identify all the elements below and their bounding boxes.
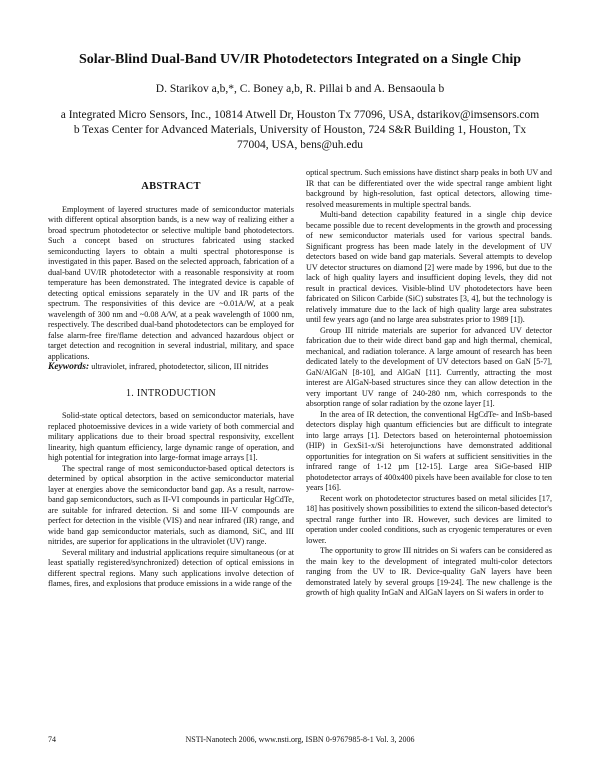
intro-paragraph: The spectral range of most semiconductor-based optical detectors is determined by optical absorption in the active semiconductor material layer at energies above the semiconductor band gap. As a result, narrow-band gap semiconductors, such as II-VI compounds in particular HgCdTe, are suitable for infrared detection. Si and some III-V compounds are perfect for detection in the visible (VIS) and near infrared (IR) range, and wide band gap semiconductor materials, such as diamond, SiC, and III nitrides, are superior for applications in the ultraviolet (UV) range. <box>48 463 294 546</box>
left-column <box>48 182 294 590</box>
author-list: D. Starikov a,b,*, C. Boney a,b, R. Pillai b and A. Bensaoula b <box>155 83 445 95</box>
body-paragraph: optical spectrum. Such emissions have distinct sharp peaks in both UV and IR that can be differentiated over the wide spectral range ambient light background by high-resolution, fast optical detectors, allowing time-resolved measurements in multiple spectral bands. <box>306 168 552 209</box>
intro-paragraph: Solid-state optical detectors, based on semiconductor materials, have replaced photoemissive devices in a wide variety of both commercial and military applications due to their broad spectral responsivity, excellent linearity, high quantum efficiency, large dynamic range of operation, and high potential for integration into large-format image arrays [1]. <box>48 411 294 462</box>
affiliation-b: b Texas Center for Advanced Materials, University of Houston, 724 S&R Building 1, Houston, Tx 77004, USA, bens@uh.edu <box>73 124 527 151</box>
intro-paragraph: Several military and industrial applications require simultaneous (or at least spatially registered/synchronized) detection of optical emissions in different spectral regions. Many such applications involve detection of flames, fires, and explosions that produce emissions in a wide range of the <box>48 547 294 588</box>
body-paragraph: The opportunity to grow III nitrides on Si wafers can be considered as the main key to the development of integrated multi-color detectors ranging from the UV to IR. Device-quality GaN layers have been demonstrated lately by several groups [19-24]. The new challenge is the growth of high quality InGaN and AlGaN layers on Si wafers in order to <box>306 546 552 597</box>
affiliations <box>60 108 540 153</box>
intro-heading: 1. INTRODUCTION <box>125 387 217 399</box>
publication-info: NSTI-Nanotech 2006, www.nsti.org, ISBN 0-9767985-8-1 Vol. 3, 2006 <box>185 735 415 744</box>
abstract-heading: ABSTRACT <box>141 181 201 192</box>
keywords <box>48 362 294 373</box>
abstract-text: Employment of layered structures made of semiconductor materials with different optical absorption bands, is a new way of realizing either a broad spectrum photodetector or selective multiple band photodetectors. Such a concept based on structures fabricated using stacked semiconducting layers to obtain a multi spectral photoresponse is investigated in this paper. Based on the selected approach, fabrication of a dual-band UV/IR photodetector with a reasonable responsivity at room temperature has been demonstrated. The integrated device is capable of detecting optical emissions separately in the UV and IR parts of the spectrum. The responsivities of this device are ~0.01A/W, at a peak wavelength of 300 nm and ~0.08 A/W, at a peak wavelength of 1000 nm, respectively. The described dual-band photodetectors can be employed for false alarm-free fire/flame detection and advanced hazardous object or target detection and recognition in several industrial, military, and space applications. <box>48 204 294 361</box>
body-paragraph: Recent work on photodetector structures based on metal silicides [17, 18] has positively shown possibilities to extend the silicon-based detector's spectral range further into IR. However, such devices are limited to operation under cooled conditions, such as cryogenic temperatures or even lower. <box>306 493 552 545</box>
keywords-text: ultraviolet, infrared, photodetector, silicon, III nitrides <box>91 362 269 371</box>
affiliation-a: a Integrated Micro Sensors, Inc., 10814 Atwell Dr, Houston Tx 77096, USA, dstarikov@imsensors.com <box>60 109 540 121</box>
page-number: 74 <box>48 735 56 744</box>
body-paragraph: In the area of IR detection, the conventional HgCdTe- and InSb-based detectors display high quantum efficiencies but are difficult to integrate into large arrays [1]. Detectors based on heterointernal photoemission (HIP) in GexSi1-x/Si heterojunctions have demonstrated additional opportunities for integration on Si wafers at sufficient sensitivities in the infrared range of 1-12 µm [12-15]. Large area SiGe-based HIP photodetector arrays of 400x400 pixels have been available for close to ten years [16]. <box>306 409 552 492</box>
body-paragraph: Multi-band detection capability featured in a single chip device became possible due to recent developments in the growth and processing of new semiconductor materials used for various spectral bands. Significant progress has been made lately in the development of UV detectors based on wide band gap materials. Several attempts to develop UV detector structures on diamond [2] were made by 1996, but due to the lack of high quality layers and insufficient doping levels, they did not result in practical devices. Visible-blind UV photodetectors have been fabricated on Silicon Carbide (SiC) substrates [3, 4], but the technology is relatively immature due to the lack of high quality large area substrates until few years ago (and no large area substrates prior to 1989 [1]). <box>306 210 552 324</box>
keywords-label: Keywords: <box>48 362 90 372</box>
body-paragraph: Group III nitride materials are superior for advanced UV detector fabrication due to their wide direct band gap and high thermal, chemical, mechanical, and radiation tolerance. A large amount of research has been dedicated lately to the development of UV detectors based on GaN [5-7], GaN/AlGaN [8-10], and AlGaN [11]. Currently, attracting the most interest are AlGaN-based structures since they can allow detection in the very important UV range of 240-280 nm, which corresponds to the absorption range of solar radiation by the ozone layer [1]. <box>306 325 552 408</box>
right-column <box>306 168 552 599</box>
paper-title: Solar-Blind Dual-Band UV/IR Photodetectors Integrated on a Single Chip <box>78 52 522 67</box>
